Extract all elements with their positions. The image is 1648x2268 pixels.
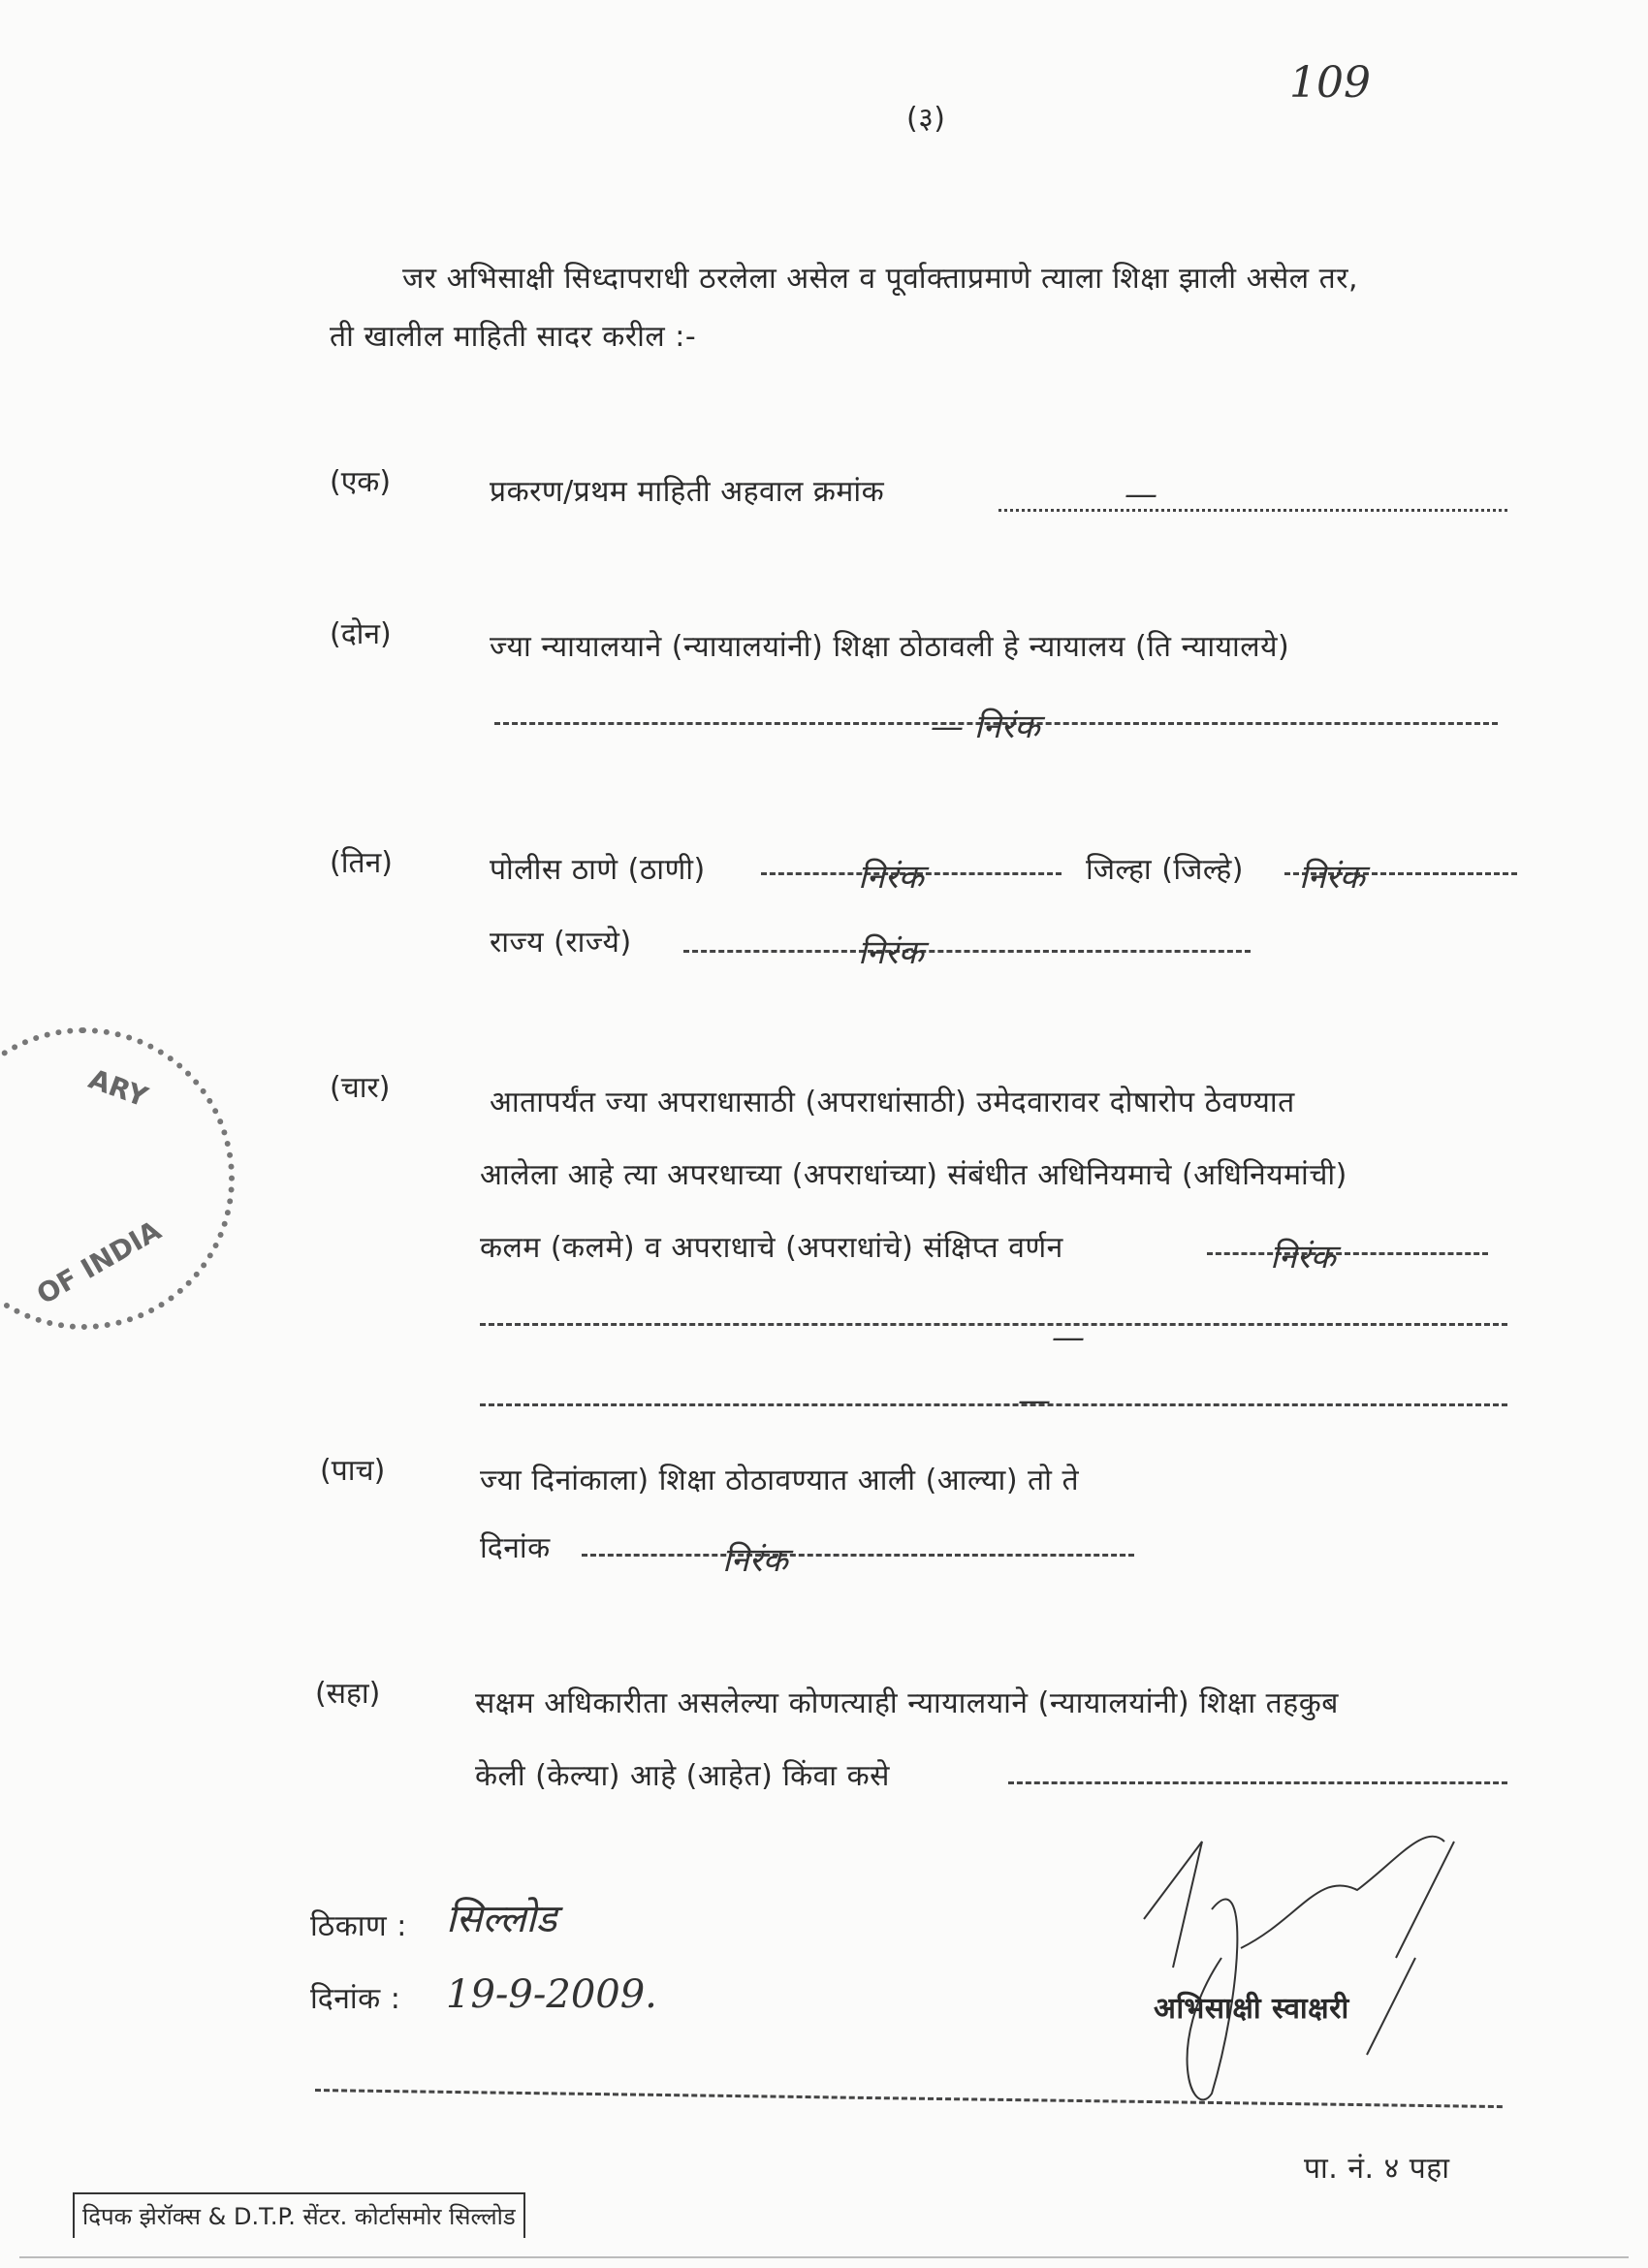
item-1-fill-line (998, 509, 1507, 512)
item-3-state-handwritten: निरंक (858, 933, 924, 972)
page-number: (३) (906, 102, 946, 136)
item-6-line-1: सक्षम अधिकारीता असलेल्या कोणत्याही न्यायालयाने (न्यायालयांनी) शिक्षा तहकुब (475, 1686, 1339, 1720)
signature-scribble (1134, 1803, 1580, 2123)
place-value: सिल्लोड (446, 1897, 557, 1941)
item-3-district: जिल्हा (जिल्हे) (1086, 853, 1244, 887)
item-1-handwritten: — (1125, 475, 1157, 514)
item-3-district-handwritten: निरंक (1299, 858, 1365, 897)
item-1-number: (एक) (330, 465, 392, 499)
item-4-fill-line-2 (480, 1323, 1507, 1326)
handwritten-page-number: 109 (1289, 58, 1371, 108)
item-6-fill-line (1008, 1781, 1507, 1784)
signature-label: अभिसाक्षी स्वाक्षरी (1154, 1992, 1349, 2026)
item-5-fill-line (582, 1554, 1134, 1557)
item-4-fill-line-3 (480, 1403, 1507, 1406)
page-bottom-edge (19, 2256, 1629, 2258)
item-1-text: प्रकरण/प्रथम माहिती अहवाल क्रमांक (490, 475, 885, 509)
printer-footer: दिपक झेरॉक्स & D.T.P. सेंटर. कोर्टासमोर सिल्लोड (73, 2192, 525, 2238)
item-2-number: (दोन) (330, 617, 392, 651)
stamp-top-text: ARY (84, 1062, 152, 1114)
date-label: दिनांक : (310, 1982, 401, 2016)
official-stamp (0, 1027, 235, 1330)
item-4-fill-line-1 (1207, 1252, 1488, 1255)
intro-line-1: जर अभिसाक्षी सिध्दापराधी ठरलेला असेल व पूर्वाक्ताप्रमाणे त्याला शिक्षा झाली असेल तर, (402, 262, 1359, 296)
item-4-handwritten-2: — (1052, 1318, 1085, 1357)
item-4-line-3: कलम (कलमे) व अपराधाचे (अपराधांचे) संक्षिप्त वर्णन (480, 1231, 1063, 1265)
item-5-handwritten: निरंक (722, 1541, 788, 1580)
continue-note: पा. नं. ४ पहा (1304, 2152, 1450, 2186)
item-5-line-1: ज्या दिनांकाला) शिक्षा ठोठावण्यात आली (आल्या) तो ते (480, 1464, 1080, 1497)
item-4-handwritten-3: — (1018, 1381, 1051, 1420)
item-4-handwritten-1: निरंक (1270, 1238, 1336, 1276)
item-5-number: (पाच) (320, 1454, 386, 1488)
item-4-line-2: आलेला आहे त्या अपरधाच्या (अपराधांच्या) संबंधीत अधिनियमाचे (अधिनियमांची) (480, 1158, 1347, 1192)
item-3-fill-line-3 (683, 950, 1251, 953)
stamp-bottom-text: OF INDIA (31, 1213, 167, 1311)
place-label: ठिकाण : (310, 1909, 407, 1943)
item-3-number: (तिन) (330, 846, 393, 880)
item-6-number: (सहा) (315, 1677, 381, 1711)
item-4-line-1: आतापर्यंत ज्या अपराधासाठी (अपराधांसाठी) उमेदवारावर दोषारोप ठेवण्यात (490, 1086, 1295, 1119)
item-3-state: राज्य (राज्ये) (490, 926, 632, 960)
intro-line-2: ती खालील माहिती सादर करील :- (330, 320, 697, 354)
item-5-line-2: दिनांक (480, 1531, 551, 1565)
item-3-police-station: पोलीस ठाणे (ठाणी) (490, 853, 706, 887)
item-6-line-2: केली (केल्या) आहे (आहेत) किंवा कसे (475, 1759, 890, 1793)
item-4-number: (चार) (330, 1071, 391, 1105)
item-2-text: ज्या न्यायालयाने (न्यायालयांनी) शिक्षा ठोठावली हे न्यायालय (ति न्यायालये) (490, 630, 1290, 664)
item-2-handwritten: — निरंक (931, 708, 1040, 746)
date-value: 19-9-2009. (446, 1972, 657, 2017)
item-3-police-handwritten: निरंक (858, 858, 924, 897)
